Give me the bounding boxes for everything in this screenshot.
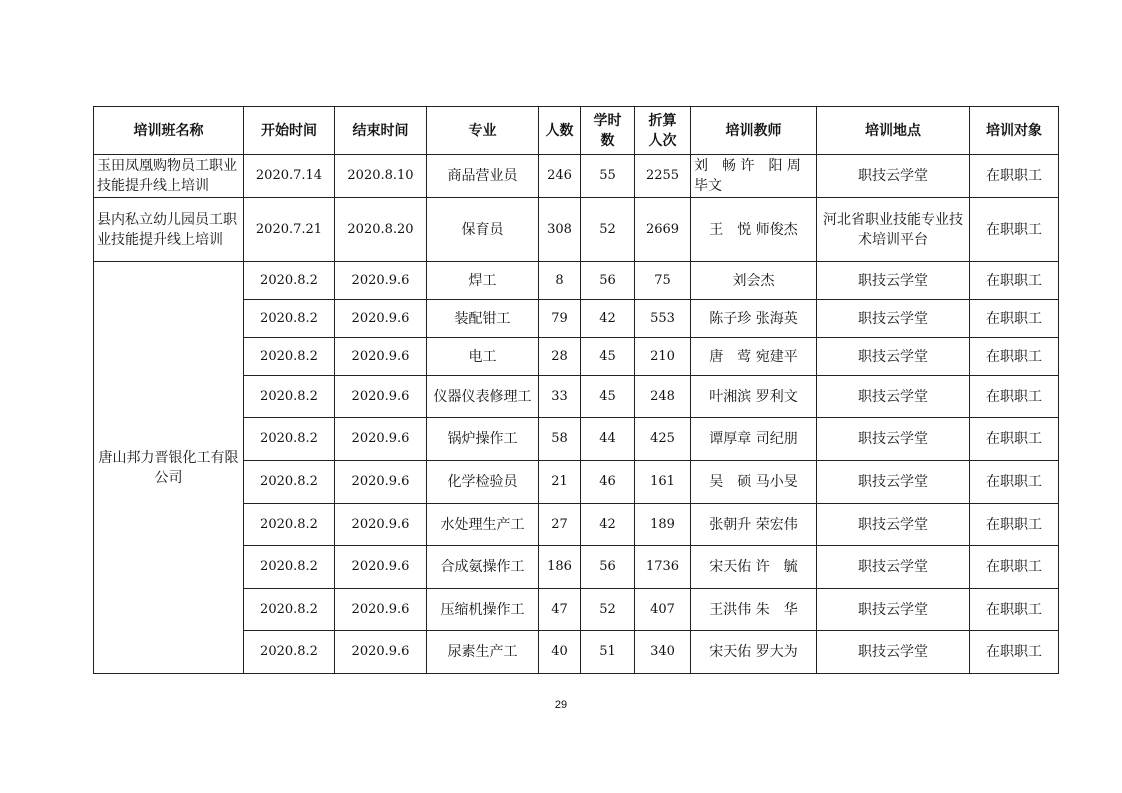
training-table (93, 106, 1059, 674)
header-row (94, 107, 1059, 155)
converted-cell: 1736 (635, 546, 691, 589)
converted-cell: 189 (635, 504, 691, 546)
converted-cell: 425 (635, 418, 691, 461)
page-number: 29 (554, 699, 568, 711)
teacher-cell: 叶湘滨 罗利文 (691, 376, 817, 418)
start-cell: 2020.8.2 (244, 300, 335, 338)
converted-cell: 75 (635, 262, 691, 300)
hours-cell: 52 (581, 589, 635, 631)
teacher-cell: 谭厚章 司纪朋 (691, 418, 817, 461)
target-cell: 在职职工 (970, 546, 1059, 589)
end-cell: 2020.8.20 (335, 198, 427, 262)
major-cell: 保育员 (427, 198, 539, 262)
count-cell: 8 (539, 262, 581, 300)
location-cell: 职技云学堂 (817, 461, 970, 504)
converted-cell: 2255 (635, 155, 691, 198)
teacher-cell: 唐 莺 宛建平 (691, 338, 817, 376)
header-converted: 折算人次 (635, 107, 691, 155)
major-cell: 锅炉操作工 (427, 418, 539, 461)
hours-cell: 51 (581, 631, 635, 674)
target-cell: 在职职工 (970, 631, 1059, 674)
class-name-cell: 玉田凤凰购物员工职业技能提升线上培训 (94, 155, 244, 198)
target-cell: 在职职工 (970, 376, 1059, 418)
location-cell: 职技云学堂 (817, 338, 970, 376)
header-count: 人数 (539, 107, 581, 155)
major-cell: 尿素生产工 (427, 631, 539, 674)
count-cell: 308 (539, 198, 581, 262)
major-cell: 合成氨操作工 (427, 546, 539, 589)
major-cell: 水处理生产工 (427, 504, 539, 546)
header-major: 专业 (427, 107, 539, 155)
converted-cell: 248 (635, 376, 691, 418)
converted-cell: 210 (635, 338, 691, 376)
target-cell: 在职职工 (970, 198, 1059, 262)
location-cell: 职技云学堂 (817, 546, 970, 589)
table-row (94, 155, 1059, 198)
teacher-cell: 王 悦 师俊杰 (691, 198, 817, 262)
header-teacher: 培训教师 (691, 107, 817, 155)
teacher-cell: 宋天佑 许 毓 (691, 546, 817, 589)
header-location: 培训地点 (817, 107, 970, 155)
hours-cell: 52 (581, 198, 635, 262)
hours-cell: 42 (581, 504, 635, 546)
start-cell: 2020.8.2 (244, 418, 335, 461)
count-cell: 47 (539, 589, 581, 631)
end-cell: 2020.9.6 (335, 376, 427, 418)
major-cell: 电工 (427, 338, 539, 376)
location-cell: 职技云学堂 (817, 376, 970, 418)
converted-cell: 2669 (635, 198, 691, 262)
hours-cell: 46 (581, 461, 635, 504)
end-cell: 2020.9.6 (335, 589, 427, 631)
end-cell: 2020.9.6 (335, 461, 427, 504)
start-cell: 2020.8.2 (244, 461, 335, 504)
end-cell: 2020.9.6 (335, 631, 427, 674)
teacher-cell: 吴 硕 马小旻 (691, 461, 817, 504)
class-name-cell: 县内私立幼儿园员工职业技能提升线上培训 (94, 198, 244, 262)
count-cell: 21 (539, 461, 581, 504)
location-cell: 河北省职业技能专业技术培训平台 (817, 198, 970, 262)
target-cell: 在职职工 (970, 504, 1059, 546)
start-cell: 2020.8.2 (244, 589, 335, 631)
header-start-time: 开始时间 (244, 107, 335, 155)
location-cell: 职技云学堂 (817, 418, 970, 461)
converted-cell: 340 (635, 631, 691, 674)
location-cell: 职技云学堂 (817, 589, 970, 631)
count-cell: 246 (539, 155, 581, 198)
major-cell: 装配钳工 (427, 300, 539, 338)
end-cell: 2020.9.6 (335, 418, 427, 461)
header-target: 培训对象 (970, 107, 1059, 155)
count-cell: 186 (539, 546, 581, 589)
teacher-cell: 陈子珍 张海英 (691, 300, 817, 338)
count-cell: 27 (539, 504, 581, 546)
start-cell: 2020.8.2 (244, 504, 335, 546)
teacher-cell: 刘 畅 许 阳 周毕文 (691, 155, 817, 198)
location-cell: 职技云学堂 (817, 631, 970, 674)
table-row (94, 262, 1059, 300)
major-cell: 仪器仪表修理工 (427, 376, 539, 418)
target-cell: 在职职工 (970, 589, 1059, 631)
end-cell: 2020.9.6 (335, 504, 427, 546)
converted-cell: 553 (635, 300, 691, 338)
hours-cell: 44 (581, 418, 635, 461)
location-cell: 职技云学堂 (817, 504, 970, 546)
major-cell: 压缩机操作工 (427, 589, 539, 631)
start-cell: 2020.8.2 (244, 631, 335, 674)
major-cell: 焊工 (427, 262, 539, 300)
start-cell: 2020.8.2 (244, 376, 335, 418)
teacher-cell: 张朝升 荣宏伟 (691, 504, 817, 546)
target-cell: 在职职工 (970, 338, 1059, 376)
hours-cell: 45 (581, 338, 635, 376)
count-cell: 28 (539, 338, 581, 376)
end-cell: 2020.9.6 (335, 262, 427, 300)
count-cell: 79 (539, 300, 581, 338)
converted-cell: 161 (635, 461, 691, 504)
hours-cell: 45 (581, 376, 635, 418)
start-cell: 2020.7.21 (244, 198, 335, 262)
hours-cell: 56 (581, 262, 635, 300)
target-cell: 在职职工 (970, 461, 1059, 504)
major-cell: 化学检验员 (427, 461, 539, 504)
start-cell: 2020.8.2 (244, 546, 335, 589)
end-cell: 2020.9.6 (335, 338, 427, 376)
header-end-time: 结束时间 (335, 107, 427, 155)
company-name-cell: 唐山邦力晋银化工有限公司 (94, 262, 244, 674)
location-cell: 职技云学堂 (817, 300, 970, 338)
end-cell: 2020.8.10 (335, 155, 427, 198)
header-hours: 学时数 (581, 107, 635, 155)
target-cell: 在职职工 (970, 262, 1059, 300)
header-class-name: 培训班名称 (94, 107, 244, 155)
target-cell: 在职职工 (970, 300, 1059, 338)
teacher-cell: 刘会杰 (691, 262, 817, 300)
converted-cell: 407 (635, 589, 691, 631)
table-row (94, 198, 1059, 262)
start-cell: 2020.8.2 (244, 262, 335, 300)
group-rows (94, 262, 1059, 674)
major-cell: 商品营业员 (427, 155, 539, 198)
hours-cell: 55 (581, 155, 635, 198)
teacher-cell: 宋天佑 罗大为 (691, 631, 817, 674)
count-cell: 33 (539, 376, 581, 418)
hours-cell: 42 (581, 300, 635, 338)
end-cell: 2020.9.6 (335, 546, 427, 589)
start-cell: 2020.7.14 (244, 155, 335, 198)
count-cell: 58 (539, 418, 581, 461)
teacher-cell: 王洪伟 朱 华 (691, 589, 817, 631)
location-cell: 职技云学堂 (817, 155, 970, 198)
target-cell: 在职职工 (970, 418, 1059, 461)
location-cell: 职技云学堂 (817, 262, 970, 300)
end-cell: 2020.9.6 (335, 300, 427, 338)
count-cell: 40 (539, 631, 581, 674)
target-cell: 在职职工 (970, 155, 1059, 198)
start-cell: 2020.8.2 (244, 338, 335, 376)
hours-cell: 56 (581, 546, 635, 589)
